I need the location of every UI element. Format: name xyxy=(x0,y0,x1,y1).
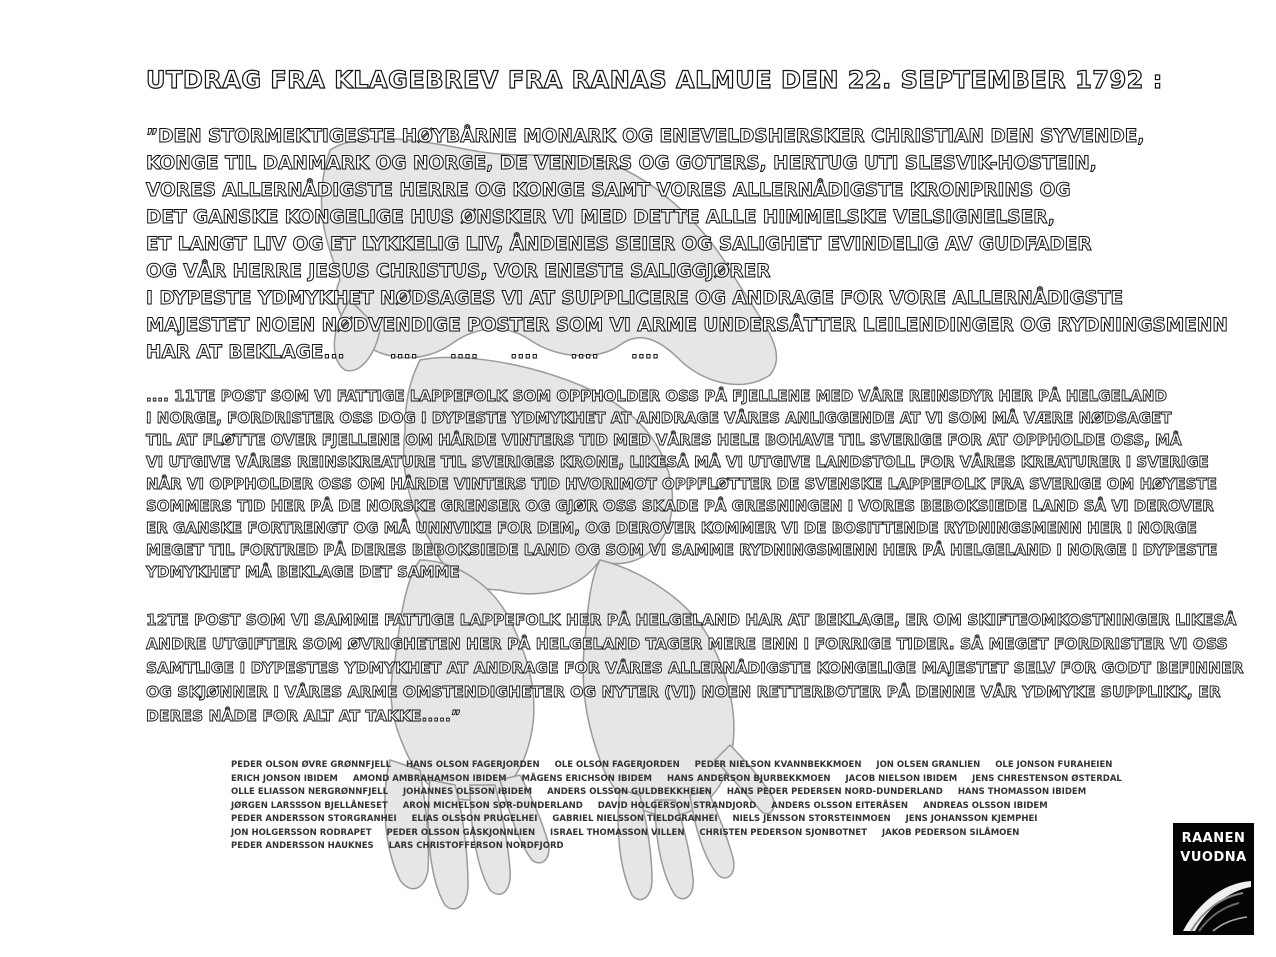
text-line: YDMYKHET MÅ BEKLAGE DET SAMME xyxy=(146,563,460,581)
signature: JØRGEN LARSSSON BJELLÅNESET xyxy=(231,800,388,811)
text-line: DERES NÅDE FOR ALT AT TAKKE.....” xyxy=(146,707,462,725)
signature: PEDER NIELSON KVANNBEKKMOEN xyxy=(694,760,862,770)
signature: MÅGENS ERICHSON IBIDEM xyxy=(521,773,652,784)
text-line: OG SKJØNNER I VÅRES ARME OMSTENDIGHETER OG NYTER (VI) NOEN RETTERBOTER PÅ DENNE VÅR YDMYKE SUPPLIKK, ER xyxy=(146,683,1221,701)
signature: JOHANNES OLSSON IBIDEM xyxy=(402,787,533,797)
text-line: ER GANSKE FORTRENGT OG MÅ UNNVIKE FOR DEM, OG DEROVER KOMMER VI DE BOSITTENDE RYDNINGSMENN HER I NORGE xyxy=(146,519,1197,537)
text-line: DET GANSKE KONGELIGE HUS ØNSKER VI MED DETTE ALLE HIMMELSKE VELSIGNELSER, xyxy=(146,207,1055,228)
paragraph-3 xyxy=(146,608,1244,728)
text-line: ANDRE UTGIFTER SOM ØVRIGHETEN HER PÅ HELGELAND TAGER MERE ENN I FORRIGE TIDER. SÅ MEGET FORDRISTER VI OSS xyxy=(146,635,1228,653)
signature: ANDERS OLSSON GULDBEKKHEIEN xyxy=(547,787,712,797)
signature-row xyxy=(231,813,1131,827)
signature: JENS CHRESTENSON ØSTERDAL xyxy=(972,773,1122,784)
text-line: OG VÅR HERRE JESUS CHRISTUS, VOR ENESTE SALIGGJØRER xyxy=(146,261,771,282)
text-line: .... 11TE POST SOM VI FATTIGE LAPPEFOLK SOM OPPHOLDER OSS PÅ FJELLENE MED VÅRE REINSDYR HER PÅ HELGELAND xyxy=(146,387,1167,405)
logo-line-1: RAANEN xyxy=(1181,831,1246,846)
text-line: VI UTGIVE VÅRES REINSKREATURE TIL SVERIGES KRONE, LIKESÅ MÅ VI UTGIVE LANDSTOLL FOR VÅRES KREATURER I SVERIGE xyxy=(146,453,1209,471)
signature: LARS CHRISTOFFERSON NORDFJORD xyxy=(388,841,564,851)
signature: HANS OLSON FAGERJORDEN xyxy=(405,760,540,770)
paragraph-1 xyxy=(146,123,1228,366)
text-line: VORES ALLERNÅDIGSTE HERRE OG KONGE SAMT VORES ALLERNÅDIGSTE KRONPRINS OG xyxy=(146,180,1071,201)
signature-row xyxy=(231,827,1131,841)
signature: PEDER ANDERSSON STORGRANHEI xyxy=(231,814,397,824)
signature-row xyxy=(231,759,1131,773)
signature: CHRISTEN PEDERSON SJONBOTNET xyxy=(699,827,867,838)
signature: OLE OLSON FAGERJORDEN xyxy=(554,760,680,770)
paragraph-2 xyxy=(146,385,1218,583)
text-line: ET LANGT LIV OG ET LYKKELIG LIV, ÅNDENES SEIER OG SALIGHET EVINDELIG AV GUDFADER xyxy=(146,234,1092,255)
text-line: I NORGE, FORDRISTER OSS DOG I DYPESTE YDMYKHET AT ANDRAGE VÅRES ANLIGGENDE AT VI SOM MÅ VÆRE NØDSAGET xyxy=(146,409,1172,427)
signature-list xyxy=(231,759,1131,854)
signature: AMOND AMBRAHAMSON IBIDEM xyxy=(352,773,507,784)
text-line: MEGET TIL FORTRED PÅ DERES BEBOKSIEDE LAND OG SOM VI SAMME RYDNINGSMENN HER PÅ HELGELAND I NORGE I DYPESTE xyxy=(146,541,1218,559)
signature: GABRIEL NIELSSON TIELDGRANHEI xyxy=(552,814,718,824)
signature: PEDER OLSON ØVRE GRØNNFJELL xyxy=(231,760,392,770)
signature: HANS THOMASSON IBIDEM xyxy=(957,787,1087,797)
signature-row xyxy=(231,840,1131,854)
logo-line-2: VUODNA xyxy=(1180,850,1247,865)
signature-row xyxy=(231,773,1131,787)
text-line: NÅR VI OPPHOLDER OSS OM HÅRDE VINTERS TID HVORIMOT OPPFLØTTER DE SVENSKE LAPPEFOLK FRA SVERIGE OM HØYESTE xyxy=(146,475,1218,493)
signature: OLLE ELIASSON NERGRØNNFJELL xyxy=(231,787,388,797)
text-line: KONGE TIL DANMARK OG NORGE, DE VENDERS OG GOTERS, HERTUG UTI SLESVIK-HOSTEIN, xyxy=(146,153,1097,174)
signature: ANDREAS OLSSON IBIDEM xyxy=(923,800,1048,811)
signature: JACOB NIELSON IBIDEM xyxy=(845,773,958,784)
signature: PEDER OLSSON GÅSKJONNLIEN xyxy=(386,827,536,838)
signature: ERICH JONSON IBIDEM xyxy=(231,773,338,784)
signature: PEDER ANDERSSON HAUKNES xyxy=(231,841,374,851)
text-line: SAMTLIGE I DYPESTES YDMYKHET AT ANDRAGE FOR VÅRES ALLERNÅDIGSTE KONGELIGE MAJESTET SELV FOR GODT BEFINNER xyxy=(146,659,1244,677)
signature: ISRAEL THOMASSON VILLEN xyxy=(550,827,685,838)
signature: DAVID HOLGERSON STRANDJORD xyxy=(597,800,757,811)
signature: JON OLSEN GRANLIEN xyxy=(876,760,981,770)
signature: JAKOB PEDERSON SILÅMOEN xyxy=(881,827,1020,838)
text-line: MAJESTET NOEN NØDVENDIGE POSTER SOM VI ARME UNDERSÅTTER LEILENDINGER OG RYDNINGSMENN xyxy=(146,315,1228,336)
text-line: SOMMERS TID HER PÅ DE NORSKE GRENSER OG GJØR OSS SKADE PÅ GRESNINGEN I VORES BEBOKSIEDE LAND SÅ VI DEROVER xyxy=(146,497,1214,515)
signature: JON HOLGERSSON RODRAPET xyxy=(231,827,372,838)
signature: NIELS JENSSON STORSTEINMOEN xyxy=(732,814,891,824)
text-line: 12TE POST SOM VI SAMME FATTIGE LAPPEFOLK HER PÅ HELGELAND HAR AT BEKLAGE, ER OM SKIFTEOMKOSTNINGER LIKESÅ xyxy=(146,611,1237,629)
signature: HANS ANDERSON BJURBEKKMOEN xyxy=(666,773,831,784)
signature: ARON MICHELSON SØR-DUNDERLAND xyxy=(402,800,583,811)
page-title: UTDRAG FRA KLAGEBREV FRA RANAS ALMUE DEN 22. SEPTEMBER 1792 : xyxy=(146,66,1163,94)
text-line: TIL AT FLØTTE OVER FJELLENE OM HÅRDE VINTERS TID MED VÅRES HELE BOHAVE TIL SVERIGE FOR AT OPPHOLDE OSS, MÅ xyxy=(146,431,1182,449)
signature-row xyxy=(231,800,1131,814)
signature: OLE JONSON FURAHEIEN xyxy=(995,760,1113,770)
text-line: HAR AT BEKLAGE... .... .... .... .... .... xyxy=(146,342,659,363)
raanen-vuodna-logo xyxy=(1173,823,1254,935)
signature: HANS PEDER PEDERSEN NORD-DUNDERLAND xyxy=(726,787,943,797)
text-line: I DYPESTE YDMYKHET NØDSAGES VI AT SUPPLICERE OG ANDRAGE FOR VORE ALLERNÅDIGSTE xyxy=(146,288,1124,309)
signature-row xyxy=(231,786,1131,800)
signature: ANDERS OLSSON EITERÅSEN xyxy=(771,800,909,811)
boat-icon xyxy=(1173,823,1254,935)
signature: ELIAS OLSSON PRUGELHEI xyxy=(411,814,538,824)
signature: JENS JOHANSSON KJEMPHEI xyxy=(905,814,1038,824)
text-line: ”DEN STORMEKTIGESTE HØYBÅRNE MONARK OG ENEVELDSHERSKER CHRISTIAN DEN SYVENDE, xyxy=(146,126,1145,147)
